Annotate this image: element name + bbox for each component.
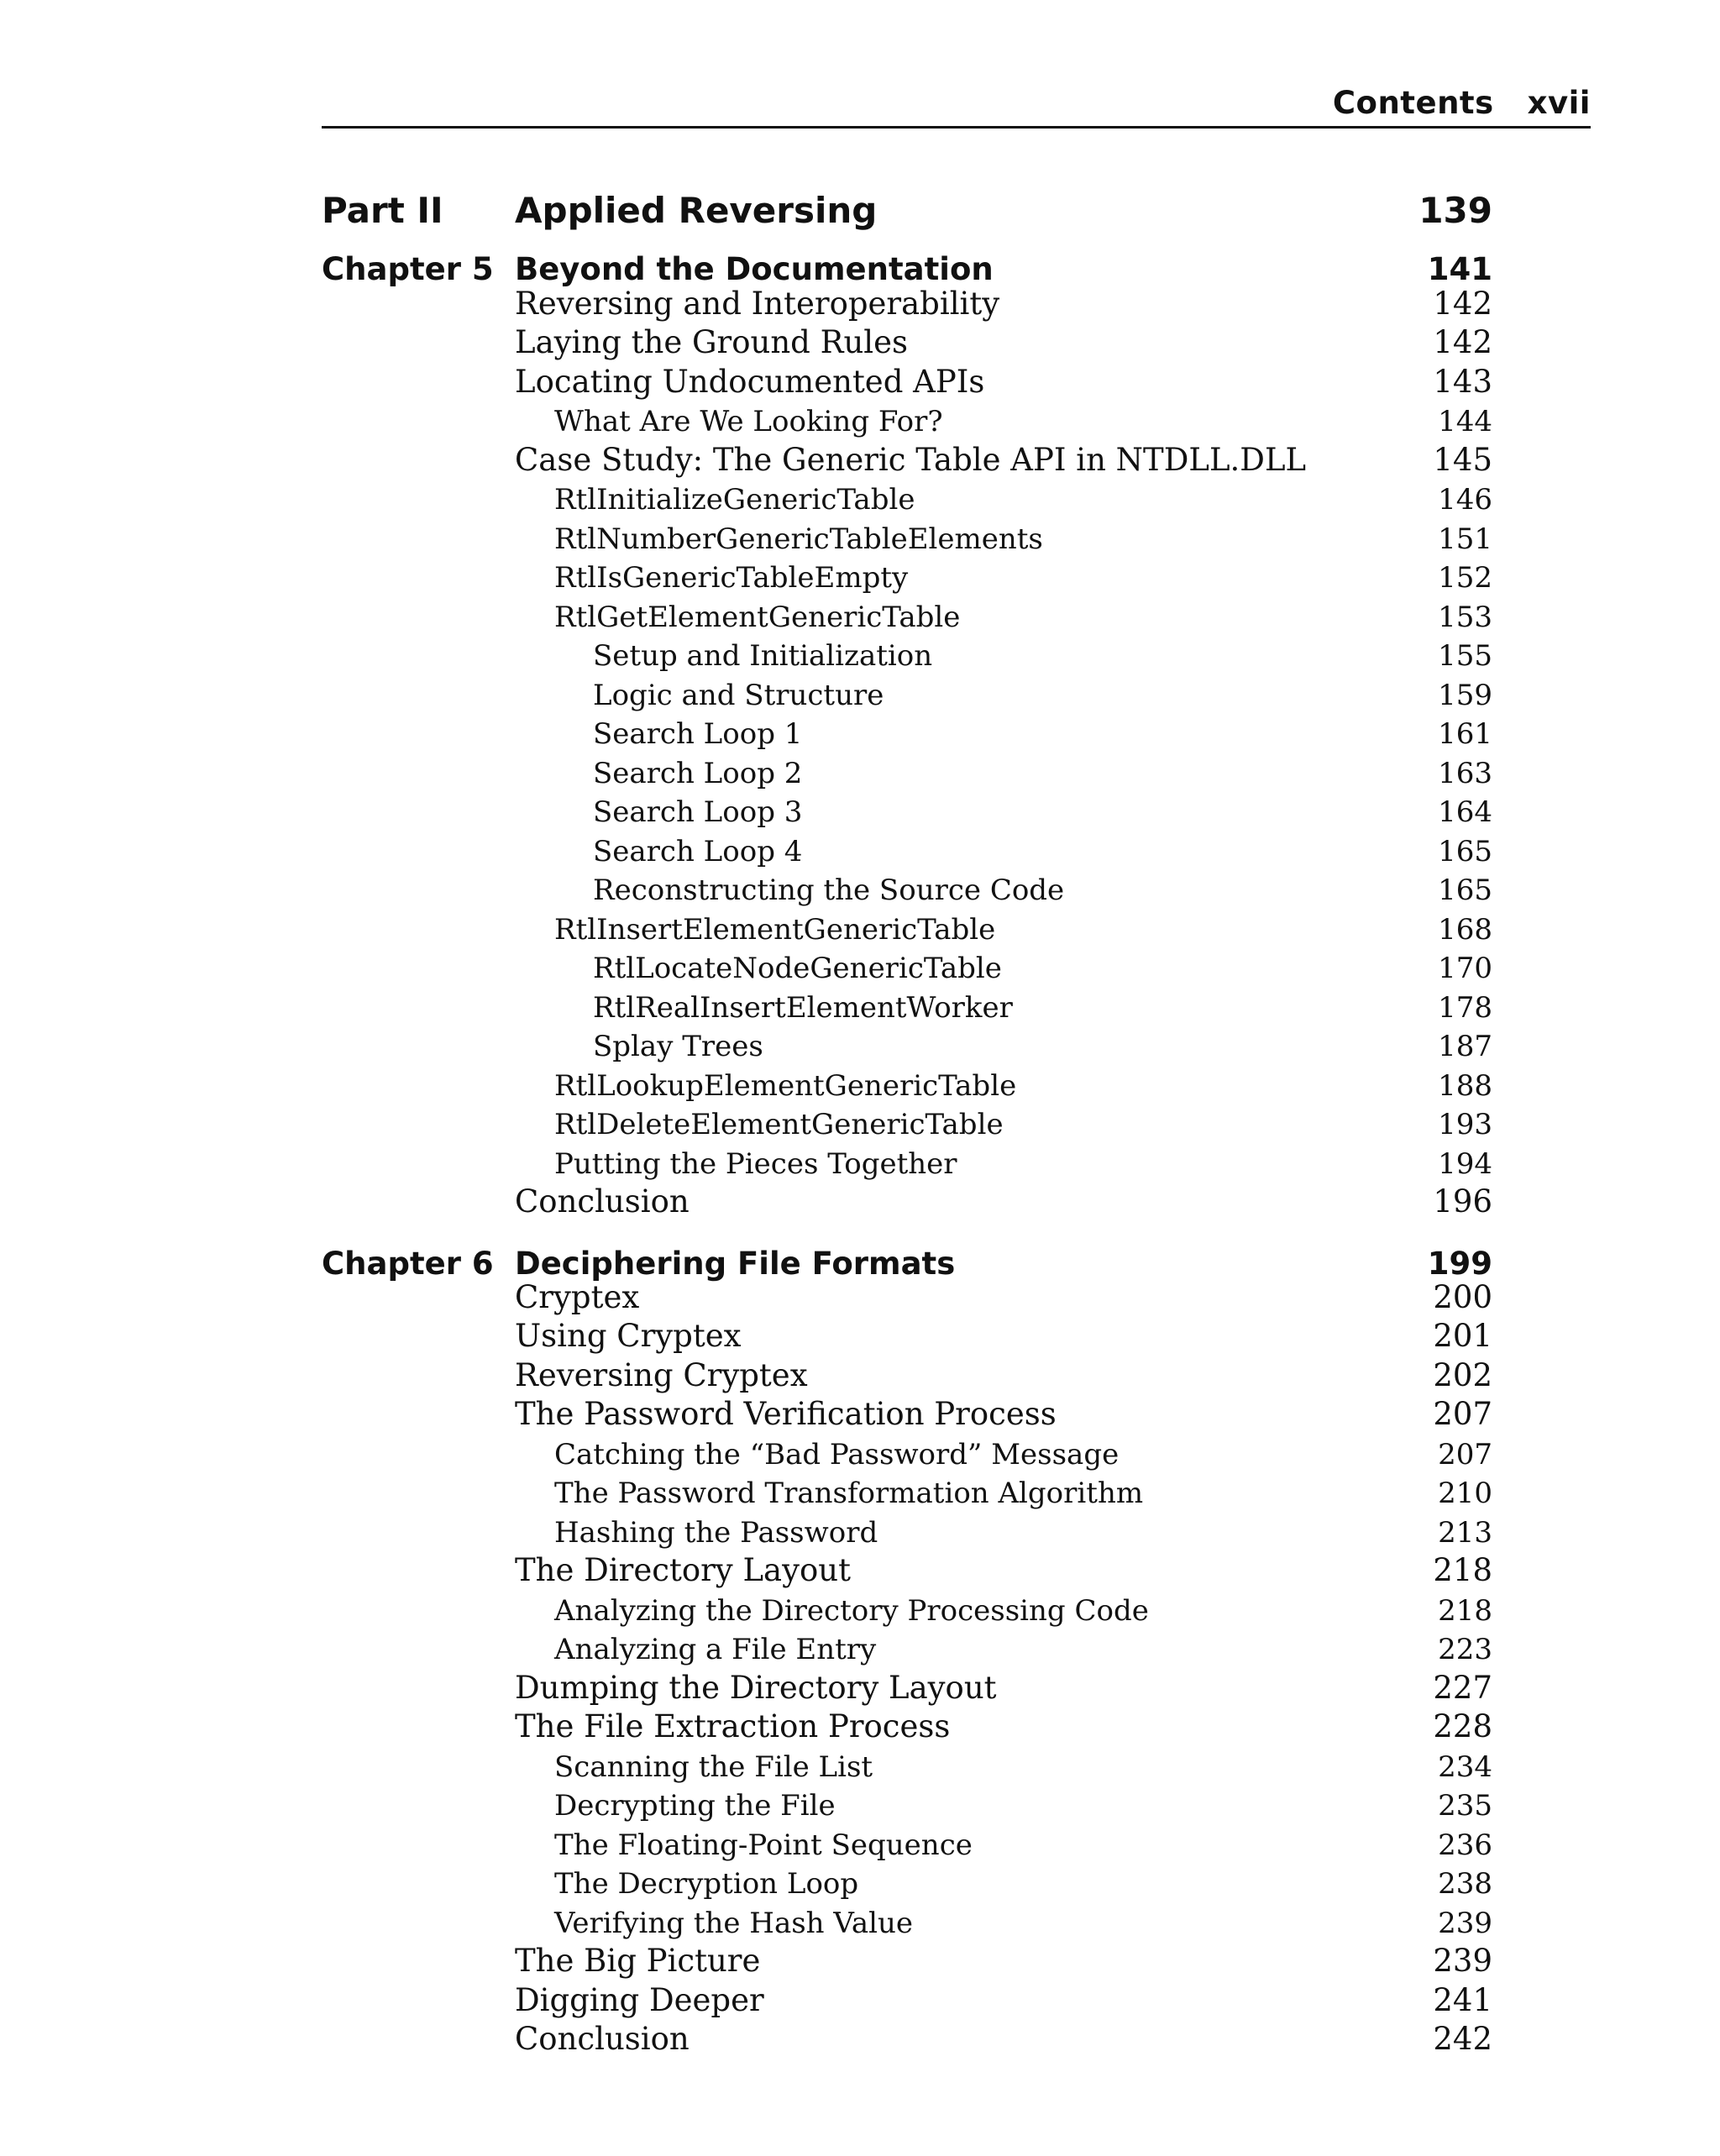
toc-entry-title: RtlLocateNodeGenericTable [593,952,1002,985]
toc-entry-page: 165 [1438,834,1492,868]
toc-entry-page: 241 [1433,1981,1492,2018]
toc-entry-title: Analyzing a File Entry [554,1633,877,1666]
chapter-page: 141 [1427,251,1492,287]
header-title: Contents [1332,85,1494,121]
toc-entry [515,872,1492,911]
toc-entry [515,637,1492,677]
toc-entry-title: Cryptex [515,1278,640,1315]
toc-entry [515,1592,1492,1631]
toc-entry [515,1475,1492,1514]
toc-entry [515,950,1492,989]
toc-entry-title: Catching the “Bad Password” Message [554,1437,1120,1471]
toc-entry-page: 207 [1438,1437,1492,1471]
toc-entry [515,1067,1492,1106]
toc-entry-title: RtlInitializeGenericTable [554,483,915,517]
toc-entry [515,481,1492,521]
toc-entry [515,364,1492,403]
chapter-5-heading [322,244,1492,287]
toc-entry-page: 242 [1433,2021,1492,2057]
toc-entry [515,1553,1492,1592]
chapter-title: Beyond the Documentation [515,251,994,287]
toc-entry [515,1397,1492,1436]
toc-entry [515,1826,1492,1865]
toc-entry-title: The Big Picture [515,1943,761,1979]
toc-entry-page: 234 [1438,1749,1492,1784]
toc-entry-page: 142 [1433,285,1492,322]
toc-entry [515,794,1492,833]
toc-entry-title: Digging Deeper [515,1981,764,2018]
toc-entry-title: RtlInsertElementGenericTable [554,912,996,947]
toc-entry [515,1435,1492,1475]
toc-entry-page: 145 [1433,441,1492,478]
toc-entry-page: 196 [1433,1183,1492,1220]
toc-entry-page: 193 [1438,1108,1492,1141]
toc-entry-title: Verifying the Hash Value [554,1906,913,1940]
toc-entry [515,286,1492,325]
toc-entry-title: Locating Undocumented APIs [515,363,985,400]
toc-entry-title: Hashing the Password [554,1515,878,1550]
toc-entry-title: Dumping the Directory Layout [515,1669,997,1706]
toc-entry-page: 168 [1438,912,1492,947]
part-label: Part II [322,190,443,231]
toc-entry-title: Scanning the File List [554,1749,873,1784]
toc-entry [515,1709,1492,1749]
toc-entry-page: 151 [1438,522,1492,556]
toc-entry [515,403,1492,443]
toc-entry-title: RtlDeleteElementGenericTable [554,1108,1004,1141]
toc-entry [515,1904,1492,1944]
toc-entry-title: RtlRealInsertElementWorker [593,990,1013,1025]
chapter-5-entries [515,286,1492,1223]
toc-entry-page: 146 [1438,483,1492,517]
part-title: Applied Reversing [515,190,878,231]
toc-entry-page: 239 [1438,1906,1492,1940]
toc-entry-page: 227 [1433,1669,1492,1706]
toc-entry-page: 144 [1438,405,1492,438]
toc-entry-page: 239 [1433,1943,1492,1979]
toc-entry-page: 210 [1438,1477,1492,1510]
part-heading [322,181,1492,231]
toc-entry-page: 142 [1433,324,1492,360]
chapter-page: 199 [1427,1246,1492,1282]
toc-entry-page: 218 [1438,1593,1492,1628]
toc-entry [515,989,1492,1028]
toc-entry [515,520,1492,559]
toc-entry-page: 159 [1438,678,1492,712]
toc-entry-title: The Floating-Point Sequence [554,1828,973,1862]
toc-entry-page: 187 [1438,1030,1492,1063]
toc-entry-page: 143 [1433,363,1492,400]
toc-entry-title: Using Cryptex [515,1318,742,1354]
toc-entry [515,754,1492,794]
toc-entry [515,442,1492,481]
toc-entry-page: 223 [1438,1633,1492,1666]
part-page: 139 [1418,190,1492,231]
toc-entry-page: 236 [1438,1828,1492,1862]
toc-entry [515,1631,1492,1671]
toc-entry-page: 200 [1433,1278,1492,1315]
toc-entry-title: RtlIsGenericTableEmpty [554,561,909,595]
toc-entry-page: 155 [1438,639,1492,673]
toc-entry-title: The Decryption Loop [554,1867,859,1901]
toc-entry-page: 235 [1438,1789,1492,1823]
toc-entry-title: The Password Transformation Algorithm [554,1477,1144,1510]
toc-entry-title: Reversing and Interoperability [515,285,1000,322]
toc-entry [515,1145,1492,1184]
toc-entry-title: Logic and Structure [593,678,884,712]
toc-entry-title: Splay Trees [593,1030,763,1063]
toc-entry-page: 194 [1438,1146,1492,1181]
toc-entry-title: What Are We Looking For? [554,405,943,438]
toc-entry-title: Conclusion [515,1183,690,1220]
toc-entry-title: The File Extraction Process [515,1708,951,1744]
toc-entry-title: The Directory Layout [515,1552,851,1588]
toc-entry-page: 161 [1438,717,1492,751]
toc-entry-page: 153 [1438,600,1492,634]
toc-entry-title: Decrypting the File [554,1789,836,1823]
toc-entry-page: 218 [1433,1552,1492,1588]
toc-entry-page: 188 [1438,1068,1492,1103]
toc-entry-page: 228 [1433,1708,1492,1744]
toc-entry-title: Conclusion [515,2021,690,2057]
toc-entry [515,598,1492,637]
toc-entry [515,2022,1492,2061]
toc-entry [515,325,1492,365]
toc-entry-page: 178 [1438,990,1492,1025]
toc-entry-page: 207 [1433,1396,1492,1432]
toc-entry [515,1357,1492,1397]
toc-entry-title: Search Loop 3 [593,795,803,829]
toc-entry-page: 165 [1438,873,1492,907]
toc-entry [515,716,1492,755]
toc-entry-page: 152 [1438,561,1492,595]
toc-entry [515,1982,1492,2022]
chapter-title: Deciphering File Formats [515,1246,956,1282]
toc-entry-title: Putting the Pieces Together [554,1146,957,1181]
chapter-label: Chapter 6 [322,1246,494,1282]
toc-entry-page: 201 [1433,1318,1492,1354]
toc-entry-title: Reversing Cryptex [515,1356,808,1393]
toc-entry-page: 213 [1438,1515,1492,1550]
toc-entry [515,1748,1492,1787]
chapter-6-entries [515,1279,1492,2060]
toc-entry-title: Search Loop 2 [593,756,803,790]
toc-entry-title: RtlLookupElementGenericTable [554,1068,1017,1103]
toc-entry-page: 238 [1438,1867,1492,1901]
toc-entry-title: Setup and Initialization [593,639,933,673]
header-page-number: xvii [1527,85,1591,121]
toc-entry [515,1184,1492,1224]
toc-entry [515,1279,1492,1319]
toc-entry [515,1865,1492,1905]
toc-entry-title: Case Study: The Generic Table API in NTDLL.DLL [515,441,1307,478]
toc-entry [515,1028,1492,1068]
toc-entry [515,910,1492,950]
running-header [322,81,1591,129]
toc-entry-title: Laying the Ground Rules [515,324,909,360]
toc-entry-title: Reconstructing the Source Code [593,873,1065,907]
toc-entry [515,832,1492,872]
toc-entry-title: Search Loop 1 [593,717,803,751]
toc-entry [515,1106,1492,1146]
toc-entry-title: The Password Verification Process [515,1396,1057,1432]
chapter-6-heading [322,1238,1492,1282]
toc-entry-title: RtlGetElementGenericTable [554,600,961,634]
toc-entry-page: 202 [1433,1356,1492,1393]
toc-entry-page: 164 [1438,795,1492,829]
toc-entry [515,1319,1492,1358]
toc-entry [515,1513,1492,1553]
toc-entry [515,559,1492,599]
toc-entry-title: Analyzing the Directory Processing Code [554,1593,1149,1628]
toc-entry [515,676,1492,716]
toc-entry-page: 163 [1438,756,1492,790]
running-header-text [1333,85,1591,121]
toc-entry [515,1670,1492,1709]
toc-entry [515,1944,1492,1983]
toc-entry-page: 170 [1438,952,1492,985]
toc-entry-title: RtlNumberGenericTableElements [554,522,1043,556]
chapter-label: Chapter 5 [322,251,494,287]
toc-entry-title: Search Loop 4 [593,834,803,868]
toc-entry [515,1787,1492,1827]
